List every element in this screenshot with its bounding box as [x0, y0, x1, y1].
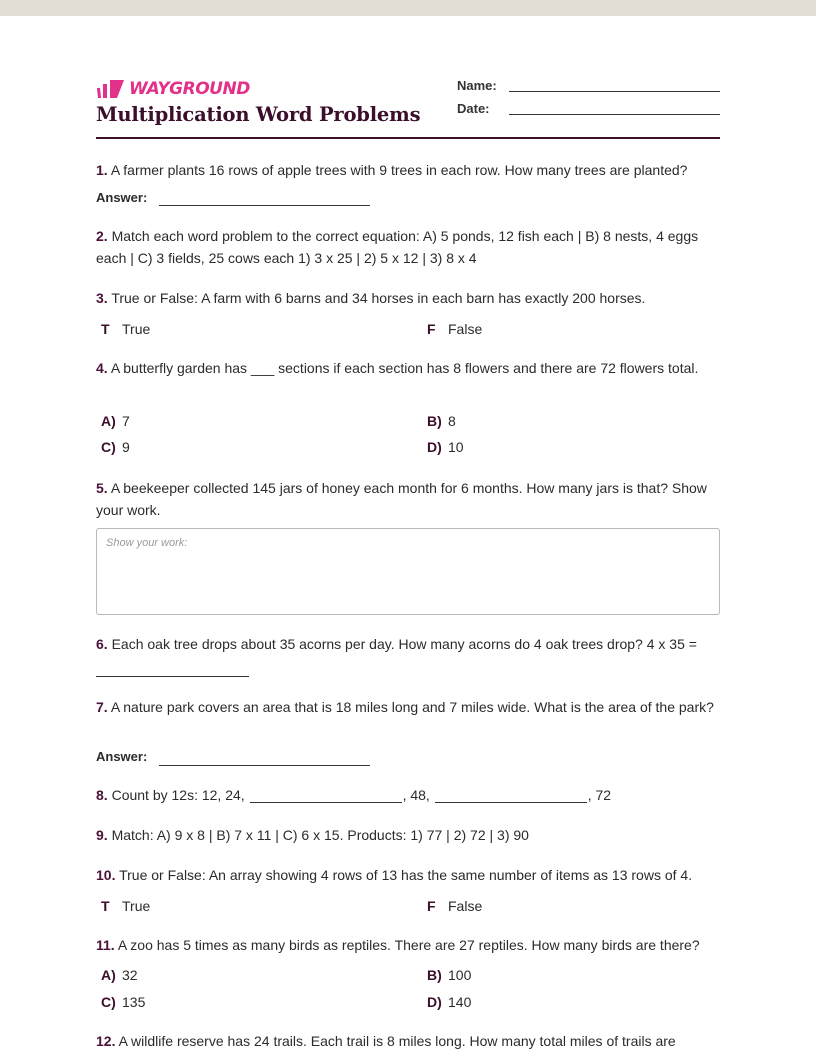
answer-field[interactable] [159, 765, 370, 766]
question-5 [96, 477, 720, 521]
question-number: 7. [96, 699, 108, 715]
question-text: True or False: An array showing 4 rows of 13 has the same number of items as 13 rows of 4. [119, 867, 693, 883]
question-number: 11. [96, 937, 115, 953]
question-text: A zoo has 5 times as many birds as reptiles. There are 27 reptiles. How many birds are there? [117, 937, 700, 953]
fill-blank-2[interactable] [435, 788, 587, 803]
question-number: 2. [96, 228, 108, 244]
name-label: Name: [457, 78, 497, 93]
question-text-part: , 48, [402, 787, 430, 803]
question-text: Match each word problem to the correct equation: A) 5 ponds, 12 fish each | B) 8 nests, 4 eggs each | C) 3 fields, 25 cows each 1) 3 x 25 | 2) 5 x 12 | 3) 8 x 4 [96, 228, 699, 266]
name-field[interactable] [509, 91, 720, 92]
option-false[interactable]: F False [427, 321, 483, 337]
question-text: Match: A) 9 x 8 | B) 7 x 11 | C) 6 x 15. Products: 1) 77 | 2) 72 | 3) 90 [111, 827, 529, 843]
option-b[interactable]: B) 100 [427, 967, 472, 983]
option-c[interactable]: C) 9 [101, 439, 130, 455]
question-text: A beekeeper collected 145 jars of honey each month for 6 months. How many jars is that? Show your work. [96, 480, 707, 518]
question-text: A nature park covers an area that is 18 miles long and 7 miles wide. What is the area of the park? [110, 699, 714, 715]
question-7 [96, 696, 720, 718]
option-c[interactable]: C) 135 [101, 994, 146, 1010]
question-text-part: , 72 [587, 787, 612, 803]
fill-blank-1[interactable] [250, 788, 402, 803]
question-number: 5. [96, 480, 108, 496]
option-d[interactable]: D) 10 [427, 439, 464, 455]
wayground-logo-icon [96, 80, 124, 98]
option-true[interactable]: T True [101, 898, 151, 914]
question-2 [96, 225, 720, 269]
question-number: 6. [96, 636, 108, 652]
answer-field[interactable] [159, 205, 370, 206]
header-divider [96, 137, 720, 139]
question-number: 1. [96, 162, 108, 178]
question-text: Each oak tree drops about 35 acorns per day. How many acorns do 4 oak trees drop? 4 x 35 = [111, 636, 697, 652]
question-number: 9. [96, 827, 108, 843]
work-placeholder: Show your work: [106, 537, 188, 549]
answer-field[interactable] [96, 676, 249, 677]
question-number: 8. [96, 787, 108, 803]
date-label: Date: [457, 101, 490, 116]
top-bar [0, 0, 816, 16]
question-text: A farmer plants 16 rows of apple trees with 9 trees in each row. How many trees are planted? [110, 162, 688, 178]
answer-label: Answer: [96, 749, 148, 764]
question-text-part: Count by 12s: 12, 24, [111, 787, 245, 803]
option-true[interactable]: T True [101, 321, 151, 337]
question-6 [96, 633, 720, 655]
question-12 [96, 1030, 720, 1052]
option-a[interactable]: A) 7 [101, 413, 130, 429]
question-number: 4. [96, 360, 108, 376]
answer-label: Answer: [96, 190, 148, 205]
option-b[interactable]: B) 8 [427, 413, 456, 429]
option-false[interactable]: F False [427, 898, 483, 914]
option-a[interactable]: A) 32 [101, 967, 138, 983]
question-11 [96, 934, 720, 956]
brand-name: WAYGROUND [129, 79, 250, 99]
question-10 [96, 864, 720, 886]
question-text: A butterfly garden has ___ sections if each section has 8 flowers and there are 72 flowers total. [110, 360, 699, 376]
question-number: 10. [96, 867, 116, 883]
question-text: A wildlife reserve has 24 trails. Each trail is 8 miles long. How many total miles of trails are [118, 1033, 676, 1049]
date-field[interactable] [509, 114, 720, 115]
question-number: 12. [96, 1033, 116, 1049]
brand-logo [96, 80, 250, 98]
page-title: Multiplication Word Problems [96, 103, 421, 126]
question-8 [96, 784, 720, 806]
question-4 [96, 357, 720, 379]
option-d[interactable]: D) 140 [427, 994, 472, 1010]
question-1 [96, 159, 720, 181]
question-3 [96, 287, 720, 309]
question-9 [96, 824, 720, 846]
work-textarea[interactable] [96, 528, 720, 615]
question-number: 3. [96, 290, 108, 306]
question-text: True or False: A farm with 6 barns and 34 horses in each barn has exactly 200 horses. [111, 290, 646, 306]
